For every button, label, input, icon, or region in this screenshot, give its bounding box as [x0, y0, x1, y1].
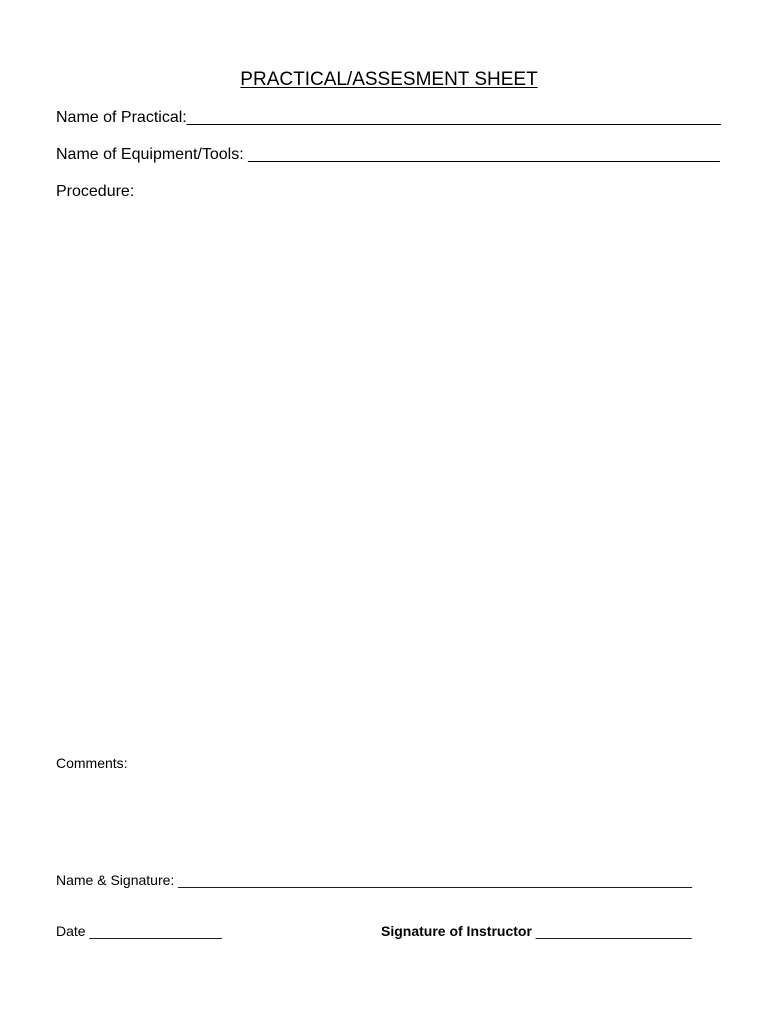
practical-name-row — [56, 110, 721, 126]
comments-label: Comments: — [56, 755, 128, 771]
date-label: Date — [56, 923, 90, 939]
name-signature-blank[interactable]: __________________________________________________________________ — [178, 872, 693, 888]
name-signature-row — [56, 873, 692, 887]
procedure-label: Procedure: — [56, 183, 135, 200]
instructor-signature-label: Signature of Instructor — [381, 923, 536, 939]
equipment-tools-label: Name of Equipment/Tools: — [56, 146, 249, 163]
name-signature-label: Name & Signature: — [56, 872, 179, 888]
practical-name-label: Name of Practical: — [56, 109, 187, 126]
date-blank[interactable]: _________________ — [89, 923, 222, 939]
page-title: PRACTICAL/ASSESMENT SHEET — [240, 69, 538, 90]
instructor-signature-row — [381, 924, 692, 938]
equipment-tools-row — [56, 147, 720, 163]
instructor-signature-blank[interactable]: ____________________ — [535, 923, 692, 939]
date-row — [56, 924, 222, 938]
practical-name-blank[interactable]: ____________________________________________________________ — [186, 109, 721, 126]
equipment-tools-blank[interactable]: _____________________________________________________ — [248, 146, 720, 163]
